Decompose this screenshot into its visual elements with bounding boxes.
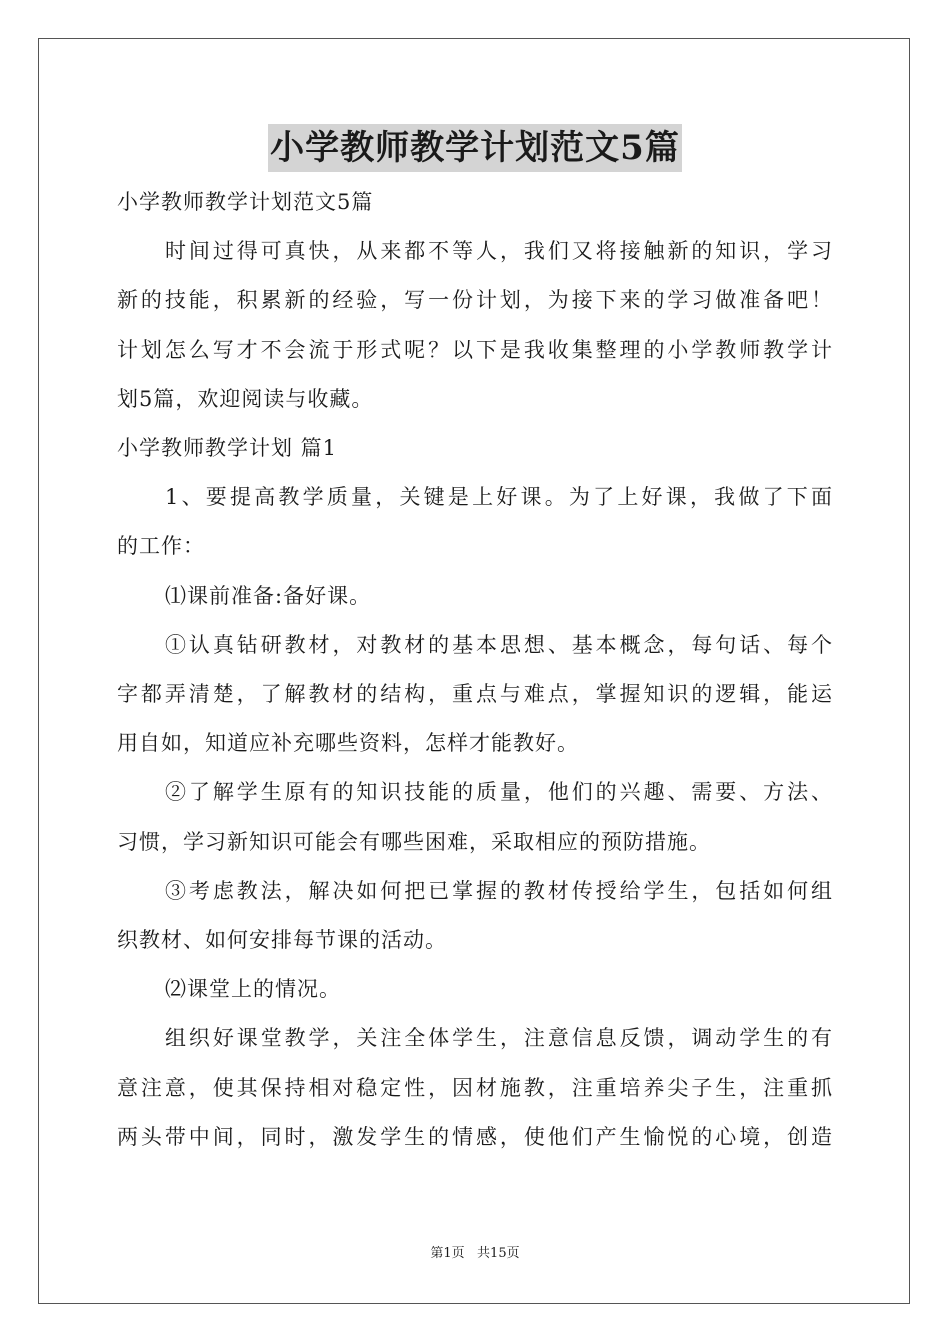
text-line: 用自如，知道应补充哪些资料，怎样才能教好。	[117, 731, 579, 756]
document-title: 小学教师教学计划范文5篇	[268, 124, 682, 172]
text-line: ⑵课堂上的情况。	[165, 977, 341, 1002]
text-line: ②了解学生原有的知识技能的质量，他们的兴趣、需要、方法、	[165, 780, 833, 805]
text-line: 新的技能，积累新的经验，写一份计划，为接下来的学习做准备吧！	[117, 288, 833, 313]
text-line: 1、要提高教学质量，关键是上好课。为了上好课，我做了下面	[165, 485, 833, 510]
text-line: 组织好课堂教学，关注全体学生，注意信息反馈，调动学生的有	[165, 1026, 833, 1051]
text-line: 计划怎么写才不会流于形式呢？以下是我收集整理的小学教师教学计	[117, 337, 833, 362]
text-line: 两头带中间，同时，激发学生的情感，使他们产生愉悦的心境，创造	[117, 1124, 833, 1149]
text-line: 划5篇，欢迎阅读与收藏。	[117, 386, 374, 411]
text-line: 小学教师教学计划范文5篇	[117, 190, 374, 214]
text-line: 织教材、如何安排每节课的活动。	[117, 928, 447, 953]
text-line: 时间过得可真快，从来都不等人，我们又将接触新的知识，学习	[165, 239, 833, 264]
text-line: 习惯，学习新知识可能会有哪些困难，采取相应的预防措施。	[117, 829, 711, 854]
text-line: ①认真钻研教材，对教材的基本思想、基本概念，每句话、每个	[165, 632, 833, 657]
text-line: 小学教师教学计划 篇1	[117, 436, 338, 461]
text-line: ③考虑教法，解决如何把已掌握的教材传授给学生，包括如何组	[165, 878, 833, 903]
text-line: ⑴课前准备:备好课。	[165, 583, 372, 608]
text-line: 的工作：	[117, 534, 205, 559]
title-area	[0, 124, 950, 172]
text-line: 意注意，使其保持相对稳定性，因材施教，注重培养尖子生，注重抓	[117, 1075, 833, 1100]
page-footer: 第1页 共15页	[430, 1246, 520, 1261]
text-line: 字都弄清楚，了解教材的结构，重点与难点，掌握知识的逻辑，能运	[117, 682, 833, 707]
document-body	[117, 178, 833, 1162]
